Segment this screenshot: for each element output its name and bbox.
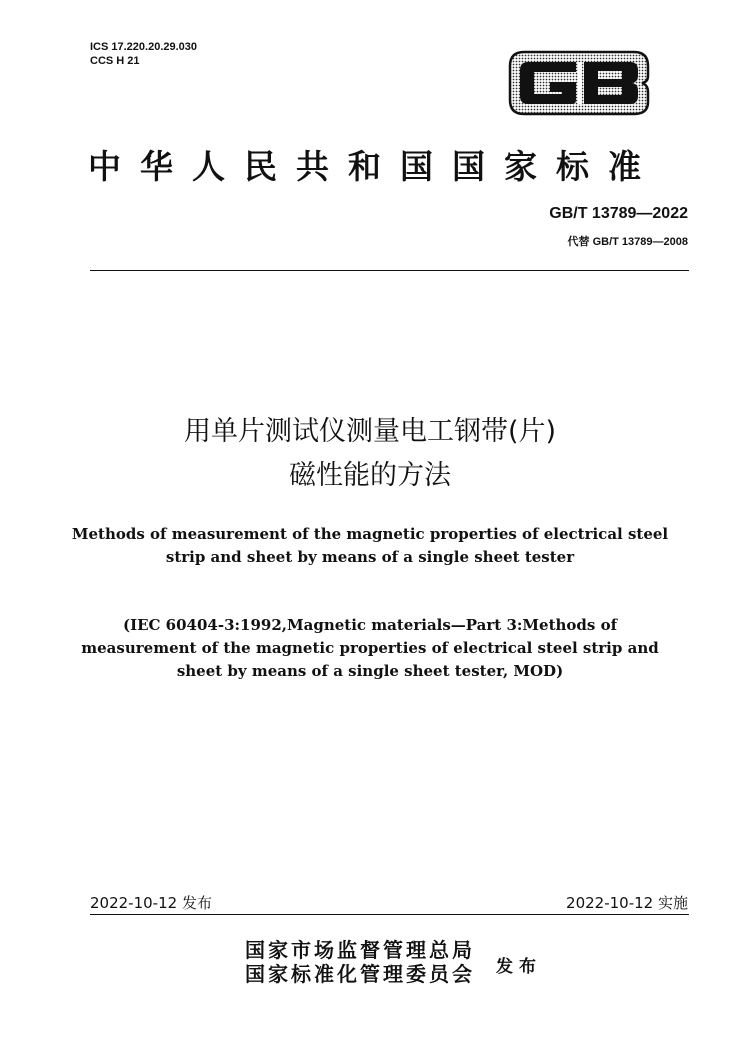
- iec-reference-line-3: sheet by means of a single sheet tester, MOD): [176, 662, 564, 680]
- classification-codes: [90, 40, 197, 68]
- chinese-title-line-1: 用单片测试仪测量电工钢带(片): [183, 416, 557, 447]
- english-title-line-1: Methods of measurement of the magnetic properties of electrical steel: [71, 525, 669, 543]
- standard-number: GB/T 13789—2022: [549, 205, 688, 222]
- english-title-line-2: strip and sheet by means of a single sheet tester: [165, 548, 575, 566]
- national-standard-heading: 中华人民共和国国家标准: [88, 147, 660, 186]
- gb-logo: [506, 48, 652, 118]
- replaced-standard: 代替 GB/T 13789—2008: [567, 236, 688, 248]
- header-divider: [90, 270, 689, 271]
- chinese-title: [0, 410, 740, 498]
- iec-reference-line-1: (IEC 60404-3:1992,Magnetic materials—Part 3:Methods of: [122, 616, 618, 634]
- issuer-samr: 国家市场监督管理总局: [245, 938, 475, 962]
- issuing-authorities: [245, 938, 475, 986]
- chinese-title-line-2: 磁性能的方法: [289, 460, 451, 491]
- footer-divider: [90, 914, 689, 915]
- ccs-code: CCS H 21: [90, 55, 140, 67]
- implementation-date: 2022-10-12 实施: [566, 894, 688, 912]
- ics-code: ICS 17.220.20.29.030: [90, 41, 198, 53]
- publication-date: 2022-10-12 发布: [90, 894, 212, 912]
- english-title: [0, 523, 740, 569]
- iec-reference: [0, 614, 740, 683]
- iec-reference-line-2: measurement of the magnetic properties of electrical steel strip and: [81, 639, 659, 657]
- issuer-sac: 国家标准化管理委员会: [245, 962, 475, 986]
- issue-label: 发布: [496, 957, 542, 977]
